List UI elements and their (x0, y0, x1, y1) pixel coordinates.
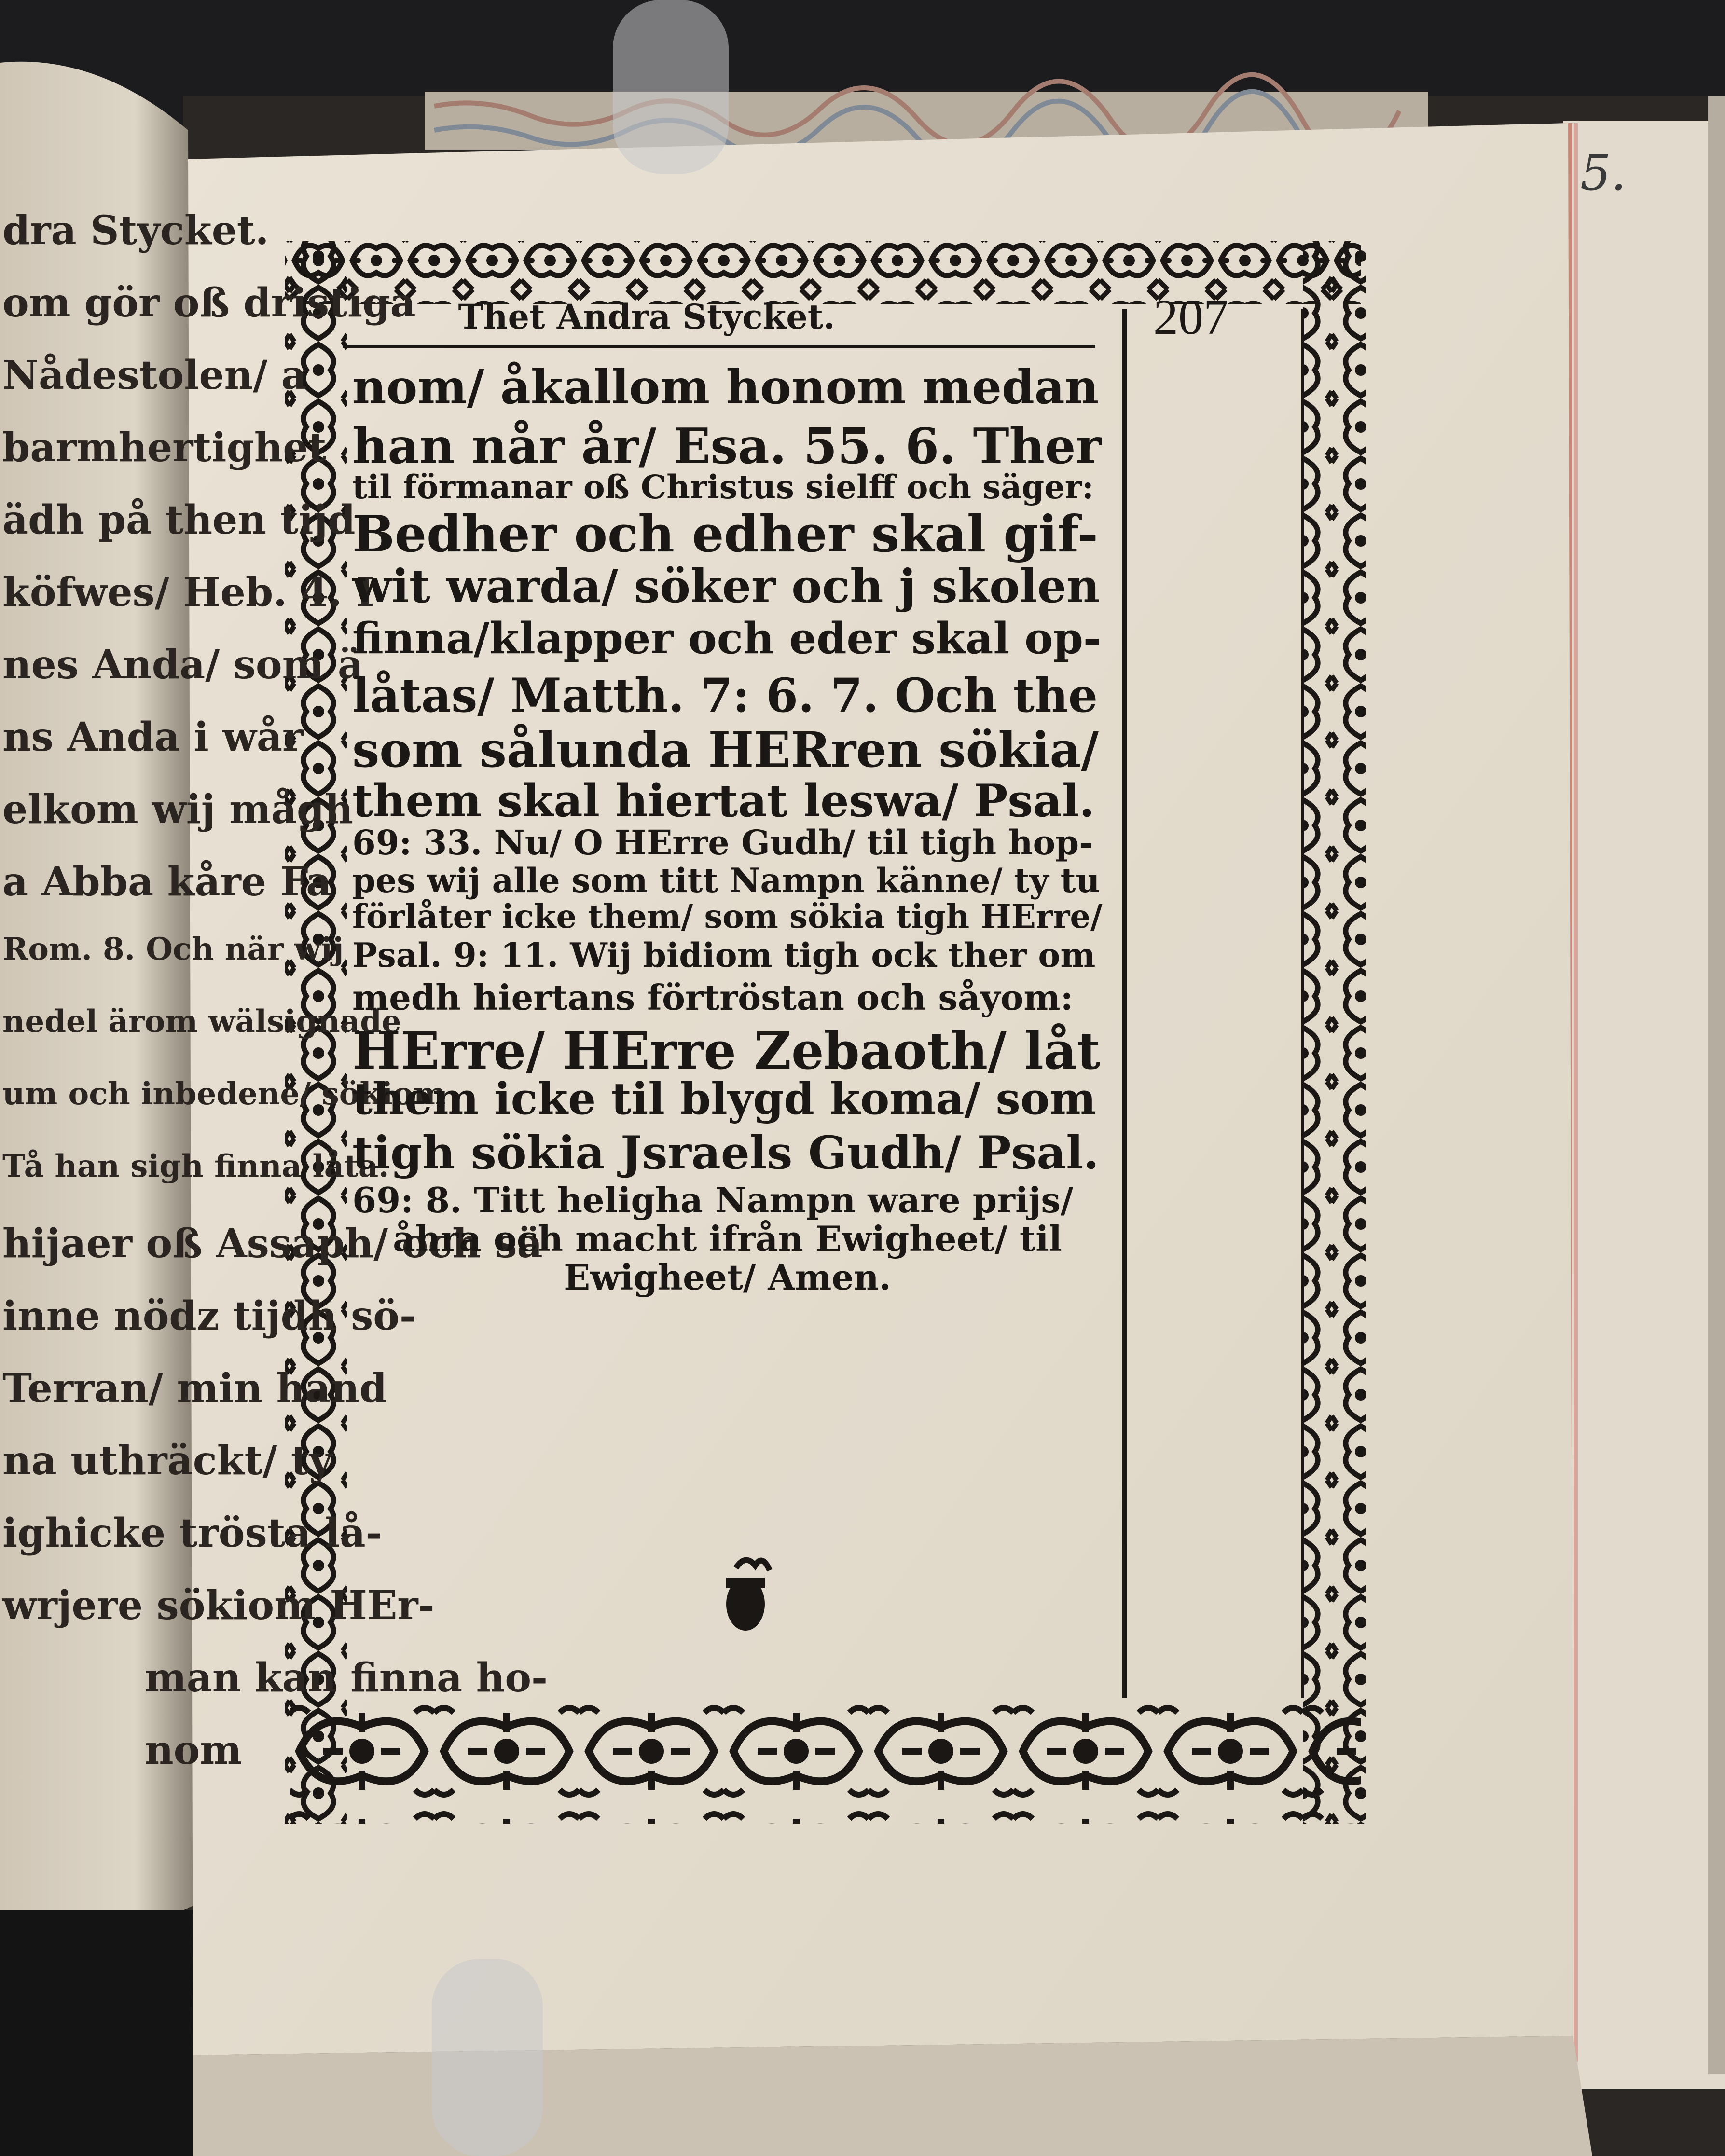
running-head: Thet Andra Stycket. (458, 297, 835, 337)
body-line: them icke til blygd koma/ som (352, 1073, 1096, 1125)
left-page-line: nedel ärom wälsignade (2, 1003, 401, 1040)
body-line: 69: 33. Nu/ O HErre Gudh/ til tigh hop- (352, 823, 1093, 863)
body-line: låtas/ Matth. 7: 6. 7. Och the (352, 668, 1098, 723)
left-page-fragment (0, 68, 548, 1877)
body-line: 69: 8. Titt heligha Nampn ware prijs/ (352, 1180, 1074, 1221)
left-page-line: inne nödz tijdh sö- (2, 1293, 416, 1339)
body-line: nom/ åkallom honom medan (352, 359, 1099, 414)
left-page-line: Nådestolen/ a (2, 352, 307, 398)
body-line: medh hiertans förtröstan och såyom: (352, 977, 1074, 1018)
left-page-line: a Abba kåre Fa (2, 859, 332, 905)
left-page-line: köfwes/ Heb. 4. I (2, 569, 374, 616)
left-page-line: um och inbedene/ sökiom (2, 1076, 446, 1112)
left-page-line: man kan finna ho- (145, 1655, 548, 1701)
body-line: Psal. 9: 11. Wij bidiom tigh ock ther om (352, 936, 1096, 975)
body-line: Ewigheet/ Amen. (564, 1257, 891, 1298)
left-page-line: hijaer oß Assaph/ och sä (2, 1221, 543, 1267)
body-line: HErre/ HErre Zebaoth/ låt (352, 1020, 1101, 1081)
left-page-line: ighicke trösta lå- (2, 1510, 382, 1556)
left-page-line: dra Stycket. (2, 207, 269, 254)
body-line: tigh sökia Jsraels Gudh/ Psal. (352, 1126, 1099, 1180)
marginal-pencil-mark: 5. (1580, 145, 1627, 201)
left-page-line: nom (145, 1727, 242, 1773)
body-line: åhra och macht ifrån Ewigheet/ til (393, 1218, 1062, 1259)
left-page-line: Rom. 8. Och när wij (2, 931, 344, 967)
body-line: han når år/ Esa. 55. 6. Ther (352, 417, 1102, 475)
left-page-line: om gör oß dristiga (2, 280, 416, 326)
body-line: förlåter icke them/ som sökia tigh HErre/ (352, 897, 1103, 935)
body-line: them skal hiertat leswa/ Psal. (352, 774, 1095, 827)
body-line: til förmanar oß Christus sielff och säger: (352, 468, 1094, 506)
left-page-line: ädh på then tijd (2, 497, 356, 543)
body-line: wit warda/ söker och j skolen (352, 560, 1100, 613)
body-line: som sålunda HERren sökia/ (352, 721, 1099, 778)
body-line: Bedher och edher skal gif- (352, 504, 1098, 563)
body-line: finna/klapper och eder skal op- (352, 613, 1101, 663)
left-page-line: Tå han sigh finna låta. (2, 1148, 389, 1184)
left-page-line: wrjere sökiom HEr- (2, 1582, 435, 1629)
body-text-block (352, 359, 1103, 1512)
body-line: pes wij alle som titt Nampn känne/ ty tu (352, 861, 1100, 900)
left-page-line: barmhertighet (2, 425, 327, 471)
left-page-line: elkom wij mågh (2, 786, 353, 833)
left-page-line: Terran/ min hand (2, 1365, 387, 1412)
left-page-line: na uthräckt/ ty (2, 1438, 332, 1484)
page-number: 207 (1153, 289, 1228, 345)
left-page-line: ns Anda i wår (2, 714, 304, 760)
left-page-line: nes Anda/ som ä (2, 642, 364, 688)
